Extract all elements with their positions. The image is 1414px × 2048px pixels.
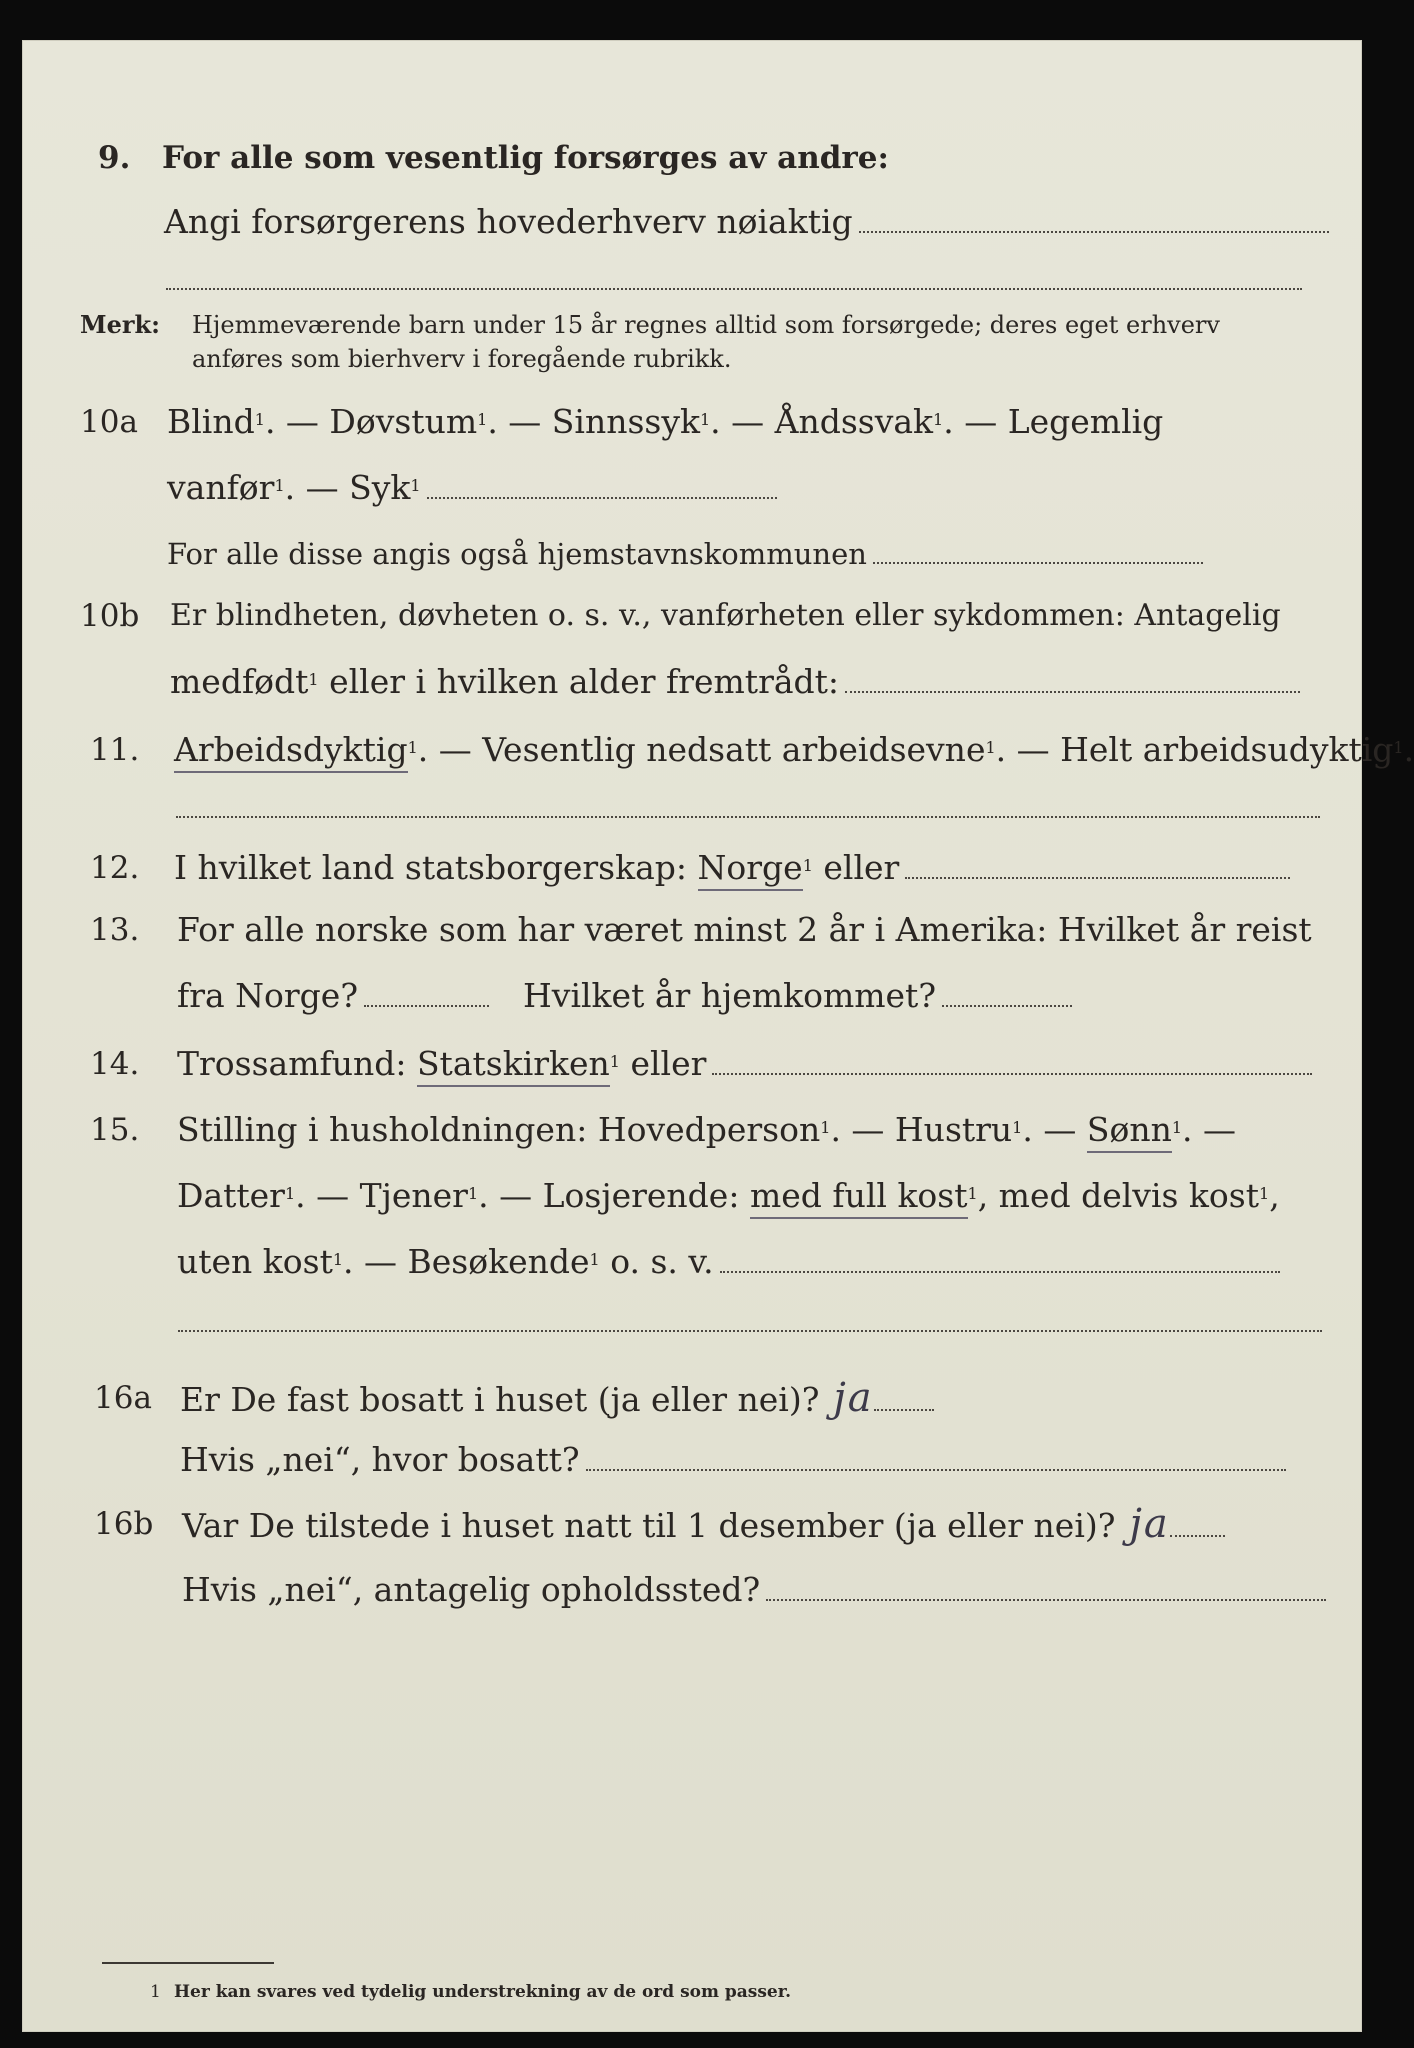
q15-option-full-kost[interactable]: med full kost: [750, 1176, 968, 1219]
footnote-divider: [102, 1962, 274, 1964]
q14-option-statskirken[interactable]: Statskirken: [417, 1044, 610, 1087]
q15-option-sonn[interactable]: Sønn: [1087, 1110, 1172, 1153]
q14-number: 14.: [90, 1046, 140, 1082]
q9-answer-line-2[interactable]: [166, 288, 1302, 290]
q10b-number: 10b: [80, 598, 140, 634]
footnote-ref: 1: [933, 410, 944, 429]
q12-answer-field[interactable]: [905, 876, 1290, 879]
q9-number: 9.: [98, 140, 131, 176]
footnote-ref: 1: [254, 410, 265, 429]
q15-line-3: uten kost$^1$. — Besøkende$^1$ o. s. v.: [177, 1242, 1280, 1282]
footnote-ref: 1: [477, 410, 488, 429]
q15-number: 15.: [90, 1112, 140, 1148]
q12-number: 12.: [90, 850, 140, 886]
footnote-ref: 1: [985, 738, 996, 757]
q11-option-arbeidsdyktig[interactable]: Arbeidsdyktig: [174, 730, 408, 773]
q10a-hometown-field[interactable]: [873, 561, 1203, 564]
q13-year-returned-field[interactable]: [942, 1004, 1072, 1007]
q15-line-1: Stilling i husholdningen: Hovedperson$^1$. — Hustru$^1$. — Sønn$^1$. —: [177, 1110, 1236, 1150]
q11-answer-line[interactable]: [176, 816, 1320, 818]
footnote-ref: 1: [802, 856, 813, 875]
q9-title: For alle som vesentlig forsørges av andre:: [162, 140, 889, 176]
q16a-number: 16a: [94, 1380, 152, 1416]
q12-line: I hvilket land statsborgerskap: Norge$^1$ eller: [174, 848, 1290, 888]
q10a-number: 10a: [80, 404, 138, 440]
footnote-ref: 1: [1259, 1184, 1270, 1203]
q14-line: Trossamfund: Statskirken$^1$ eller: [177, 1044, 1312, 1084]
census-form-page: [22, 40, 1414, 2032]
q16a-line-1: Er De fast bosatt i huset (ja eller nei)? ja: [180, 1378, 934, 1420]
q15-answer-line-2[interactable]: [178, 1330, 1322, 1332]
q15-answer-field[interactable]: [720, 1270, 1280, 1273]
footnote-ref: 1: [410, 476, 421, 495]
footnote-ref: 1: [332, 1250, 344, 1269]
q16b-line-1: Var De tilstede i huset natt til 1 desember (ja eller nei)? ja: [182, 1504, 1225, 1546]
footnote-ref: 1: [274, 476, 285, 495]
footnote-ref: 1: [467, 1184, 479, 1203]
q10b-line-2: medfødt$^1$ eller i hvilken alder fremtrådt:: [170, 662, 1300, 702]
q9-text: Angi forsørgerens hovederhverv nøiaktig: [164, 202, 853, 241]
footnote-ref: 1: [967, 1184, 978, 1203]
q13-year-left-field[interactable]: [364, 1004, 489, 1007]
q16a-line-2: Hvis „nei“, hvor bosatt?: [180, 1440, 1286, 1480]
footnote-ref: 1: [1393, 738, 1404, 757]
q16b-answer-field[interactable]: [766, 1598, 1326, 1601]
merk-line-1: Hjemmeværende barn under 15 år regnes alltid som forsørgede; deres eget erhverv: [192, 311, 1220, 339]
footnote-ref: 1: [589, 1250, 600, 1269]
q16b-number: 16b: [94, 1506, 154, 1542]
q11-number: 11.: [90, 732, 140, 768]
footnote-ref: 1: [1012, 1118, 1023, 1137]
q10a-line-3: For alle disse angis også hjemstavnskommunen: [167, 534, 1203, 574]
q13-line-1: For alle norske som har været minst 2 år i Amerika: Hvilket år reist: [177, 910, 1312, 949]
q10b-answer-field[interactable]: [845, 690, 1300, 693]
q10a-answer-field[interactable]: [427, 496, 777, 499]
footnote-ref: 1: [1171, 1118, 1183, 1137]
footnote-ref: 1: [284, 1184, 296, 1203]
merk-line-2: anføres som bierhverv i foregående rubrikk.: [192, 345, 732, 373]
q9-answer-field[interactable]: [859, 230, 1329, 233]
q16a-answer-field[interactable]: [586, 1468, 1286, 1471]
footnote-ref: 1: [407, 738, 418, 757]
q13-line-2: fra Norge? Hvilket år hjemkommet?: [177, 976, 1072, 1016]
q11-line: Arbeidsdyktig$^1$. — Vesentlig nedsatt arbeidsevne$^1$. — Helt arbeidsudyktig$^1$.: [174, 730, 1414, 770]
footnote-ref: 1: [699, 410, 711, 429]
q16b-handwritten-answer[interactable]: ja: [1129, 1501, 1170, 1547]
q16a-handwritten-answer[interactable]: ja: [833, 1375, 874, 1421]
q16b-line-2: Hvis „nei“, antagelig opholdssted?: [182, 1570, 1326, 1610]
footnote-mark: 1: [150, 1982, 161, 2002]
q10a-line-1: Blind$^1$. — Døvstum$^1$. — Sinnssyk$^1$. — Åndssvak$^1$. — Legemlig: [167, 402, 1164, 441]
merk-label: Merk:: [80, 310, 160, 339]
q14-answer-field[interactable]: [712, 1072, 1312, 1075]
q15-line-2: Datter$^1$. — Tjener$^1$. — Losjerende: med full kost$^1$, med delvis kost$^1$,: [177, 1176, 1280, 1216]
q13-number: 13.: [90, 912, 140, 948]
footnote-text: Her kan svares ved tydelig understrekning av de ord som passer.: [174, 1982, 792, 2002]
q9-line: [164, 202, 1329, 242]
q12-option-norge[interactable]: Norge: [698, 848, 803, 891]
footnote-ref: 1: [609, 1052, 620, 1071]
footnote-ref: 1: [308, 670, 319, 689]
footnote-ref: 1: [820, 1118, 831, 1137]
q10b-line-1: Er blindheten, døvheten o. s. v., vanførheten eller sykdommen: Antagelig: [170, 598, 1281, 633]
q10a-line-2: vanfør$^1$. — Syk$^1$: [167, 468, 777, 508]
